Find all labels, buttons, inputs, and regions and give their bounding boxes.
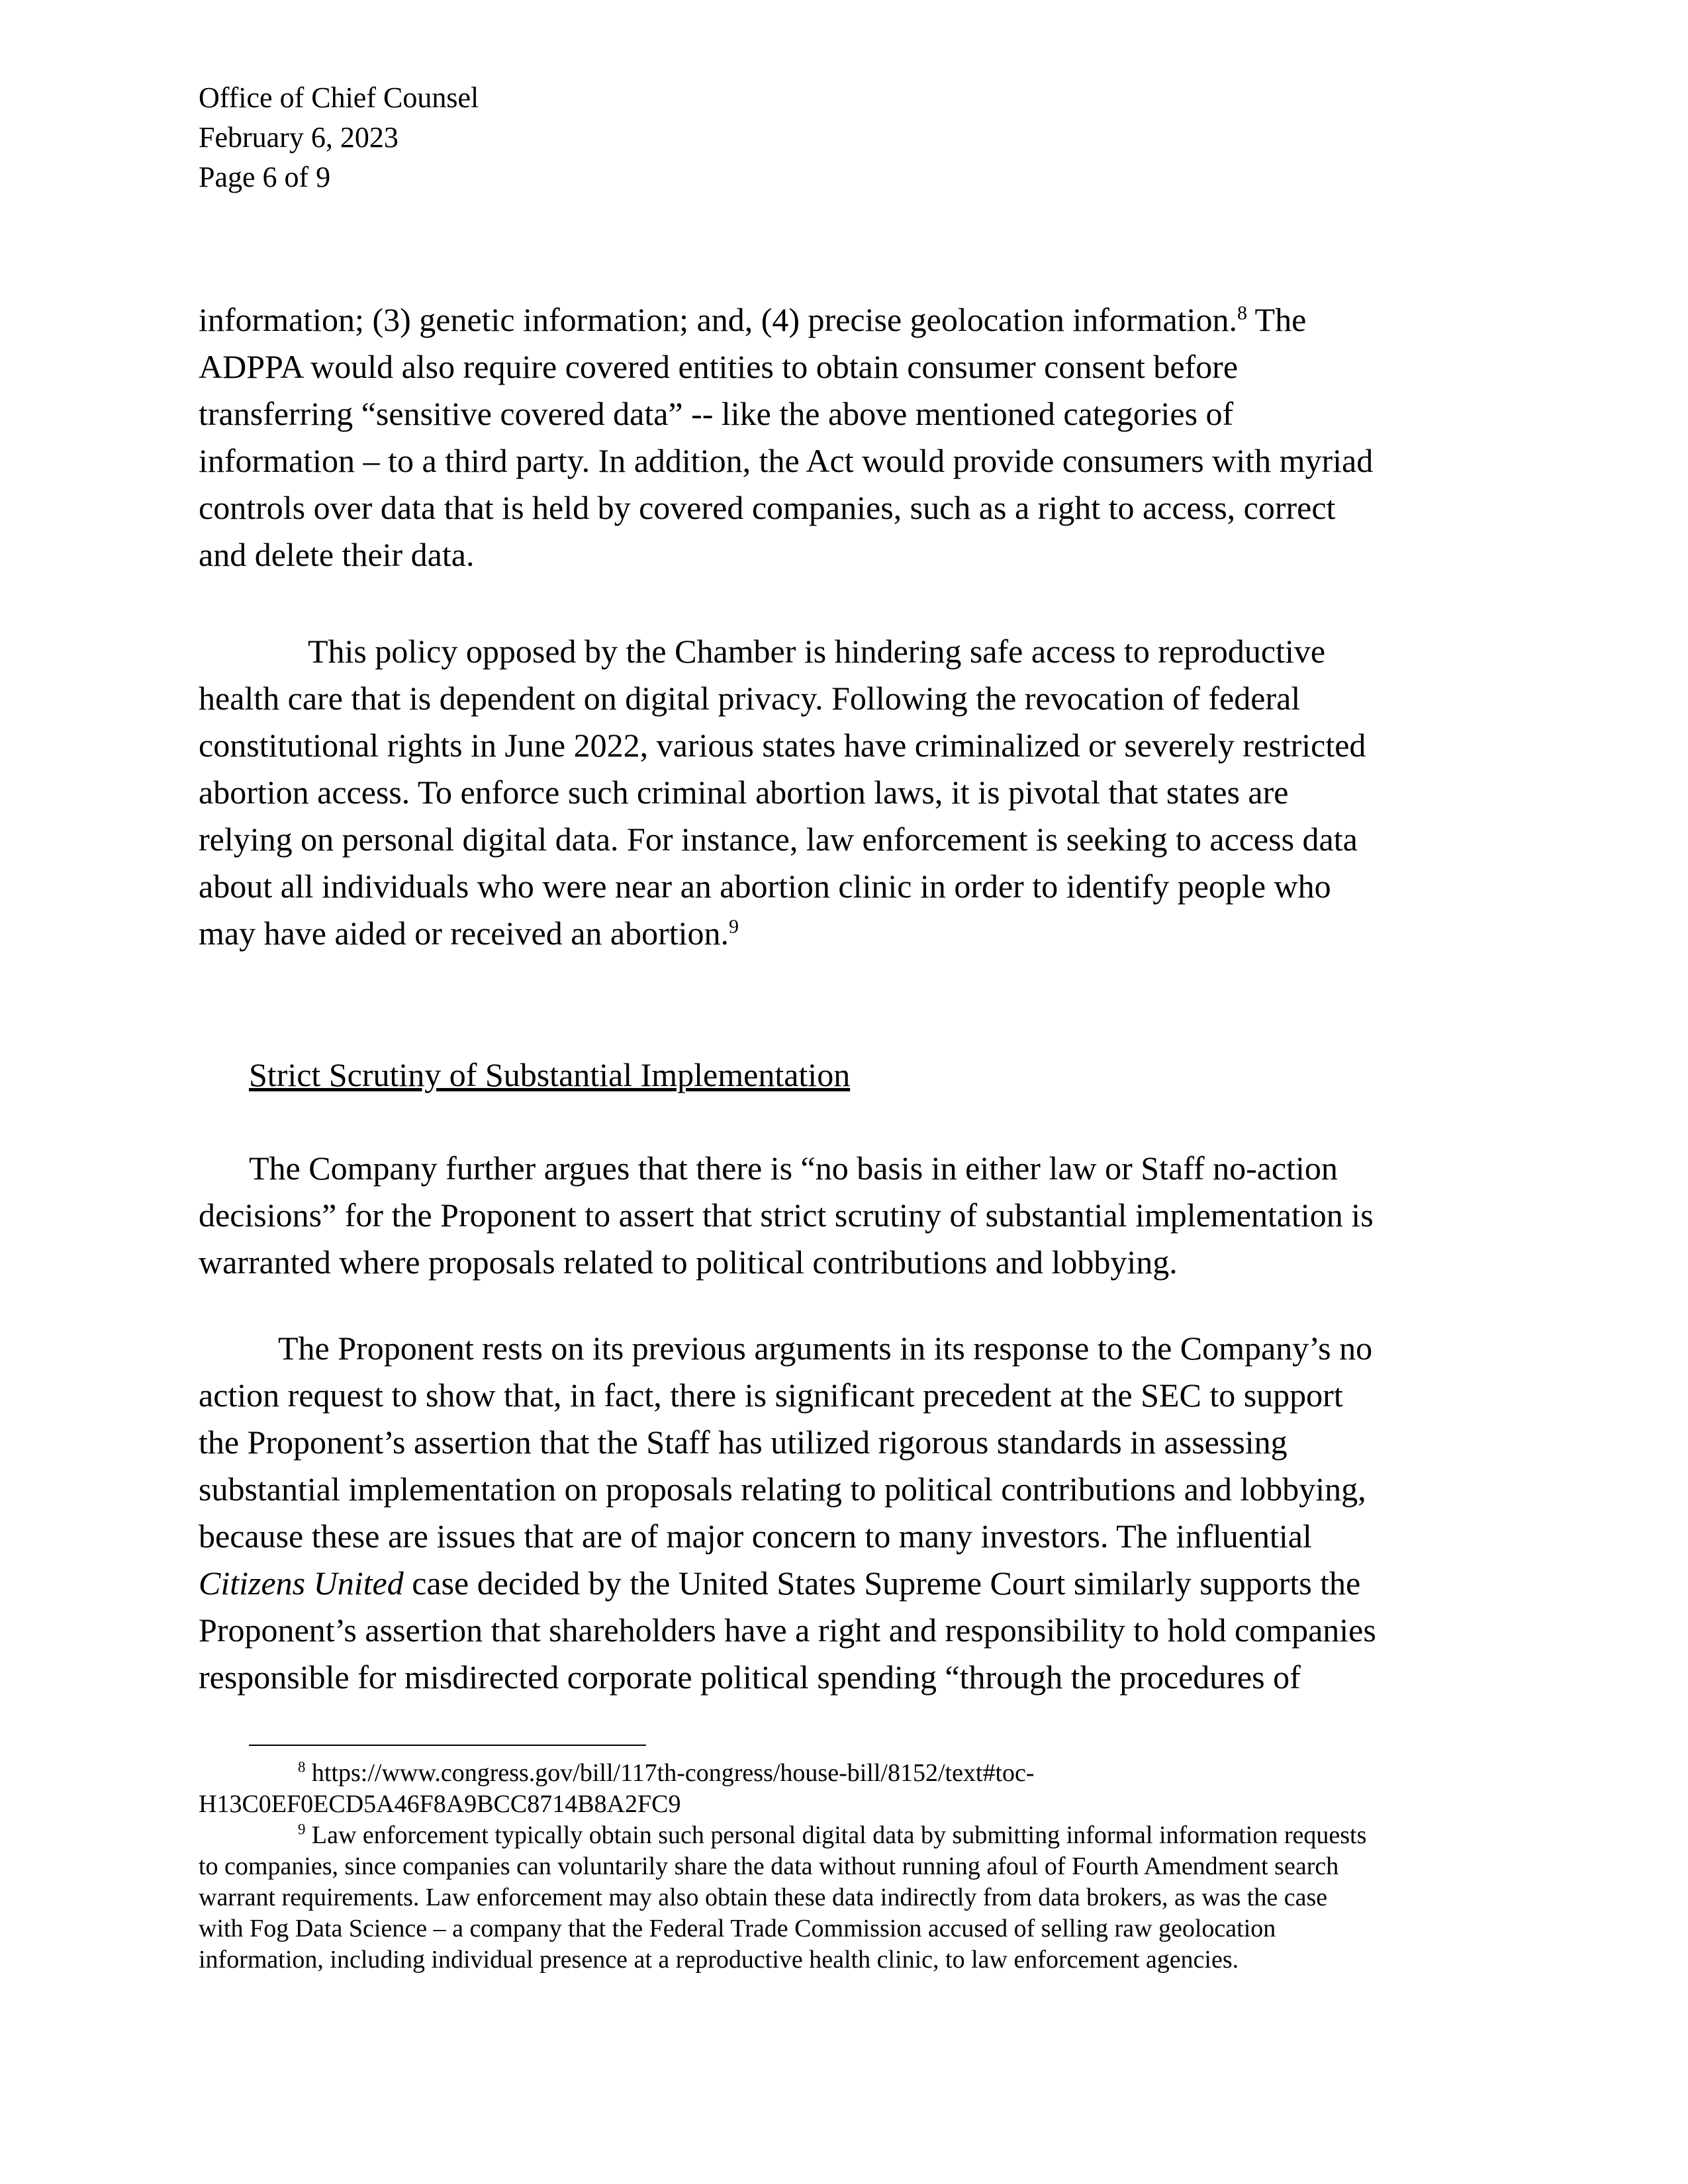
paragraph-line: health care that is dependent on digital privacy. Following the revocation of federal (199, 680, 1301, 717)
letter-header (199, 78, 479, 197)
paragraph-line: the Proponent’s assertion that the Staff has utilized rigorous standards in assessing (199, 1424, 1288, 1461)
footnote-link-continued[interactable]: H13C0EF0ECD5A46F8A9BCC8714B8A2FC9 (199, 1790, 681, 1818)
paragraph-policy (199, 628, 1496, 957)
header-office: Office of Chief Counsel (199, 81, 479, 114)
paragraph-line (199, 910, 1496, 957)
paragraph-line: warranted where proposals related to political contributions and lobbying. (199, 1244, 1178, 1281)
paragraph-line: and delete their data. (199, 536, 475, 573)
paragraph-line: abortion access. To enforce such criminal abortion laws, it is pivotal that states are (199, 774, 1289, 811)
footnote-ref-9: 9 (729, 915, 739, 938)
footnote-number: 8 (298, 1758, 306, 1776)
paragraph-line: because these are issues that are of major concern to many investors. The influential (199, 1518, 1312, 1555)
section-heading: Strict Scrutiny of Substantial Implementation (249, 1056, 851, 1093)
paragraph-line: decisions” for the Proponent to assert that strict scrutiny of substantial implementation is (199, 1197, 1374, 1234)
footnote-text: with Fog Data Science – a company that the Federal Trade Commission accused of selling raw geolocation (199, 1915, 1276, 1942)
paragraph-company-argues (199, 1145, 1496, 1286)
footnote-8 (199, 1758, 1496, 1789)
footnote-text: information, including individual presence at a reproductive health clinic, to law enforcement agencies. (199, 1946, 1239, 1974)
footnote-separator (249, 1745, 646, 1746)
paragraph-line: responsible for misdirected corporate political spending “through the procedures of (199, 1659, 1301, 1696)
paragraph-line: about all individuals who were near an abortion clinic in order to identify people who (199, 868, 1331, 905)
text-run: information; (3) genetic information; and, (4) precise geolocation information. (199, 301, 1237, 338)
paragraph-line: constitutional rights in June 2022, various states have criminalized or severely restricted (199, 727, 1366, 764)
footnote-text: Law enforcement typically obtain such personal digital data by submitting informal information requests (305, 1821, 1367, 1849)
header-date: February 6, 2023 (199, 121, 399, 154)
paragraph-line: substantial implementation on proposals relating to political contributions and lobbying, (199, 1471, 1366, 1508)
paragraph-line: The Proponent rests on its previous arguments in its response to the Company’s no (278, 1330, 1373, 1367)
paragraph-line: relying on personal digital data. For instance, law enforcement is seeking to access data (199, 821, 1358, 858)
paragraph-line (199, 296, 1496, 343)
footnote-text: warrant requirements. Law enforcement may also obtain these data indirectly from data brokers, as was the case (199, 1884, 1328, 1911)
footnotes (199, 1758, 1496, 1976)
paragraph-line: This policy opposed by the Chamber is hindering safe access to reproductive (308, 633, 1326, 670)
footnote-link[interactable]: https://www.congress.gov/bill/117th-congress/house-bill/8152/text#toc- (305, 1759, 1035, 1787)
text-run: case decided by the United States Supreme Court similarly supports the (403, 1565, 1361, 1602)
footnote-text: to companies, since companies can voluntarily share the data without running afoul of Fourth Amendment search (199, 1852, 1339, 1880)
footnote-9 (199, 1820, 1496, 1851)
paragraph-line: Proponent’s assertion that shareholders have a right and responsibility to hold companies (199, 1612, 1376, 1649)
footnote-number: 9 (298, 1821, 306, 1838)
paragraph-line: controls over data that is held by covered companies, such as a right to access, correct (199, 489, 1336, 526)
footnote-ref-8: 8 (1237, 302, 1247, 324)
paragraph-adppa (199, 296, 1496, 578)
paragraph-line: The Company further argues that there is “no basis in either law or Staff no-action (249, 1150, 1338, 1187)
case-name: Citizens United (199, 1565, 404, 1602)
text-run: may have aided or received an abortion. (199, 915, 729, 952)
paragraph-proponent-rests (199, 1325, 1496, 1701)
paragraph-line: action request to show that, in fact, there is significant precedent at the SEC to support (199, 1377, 1343, 1414)
paragraph-line: transferring “sensitive covered data” -- like the above mentioned categories of (199, 395, 1234, 432)
paragraph-line: ADPPA would also require covered entities to obtain consumer consent before (199, 348, 1239, 385)
paragraph-line: information – to a third party. In addition, the Act would provide consumers with myriad (199, 442, 1374, 479)
paragraph-line (199, 1560, 1496, 1607)
header-page-number: Page 6 of 9 (199, 161, 331, 193)
text-run: The (1246, 301, 1307, 338)
